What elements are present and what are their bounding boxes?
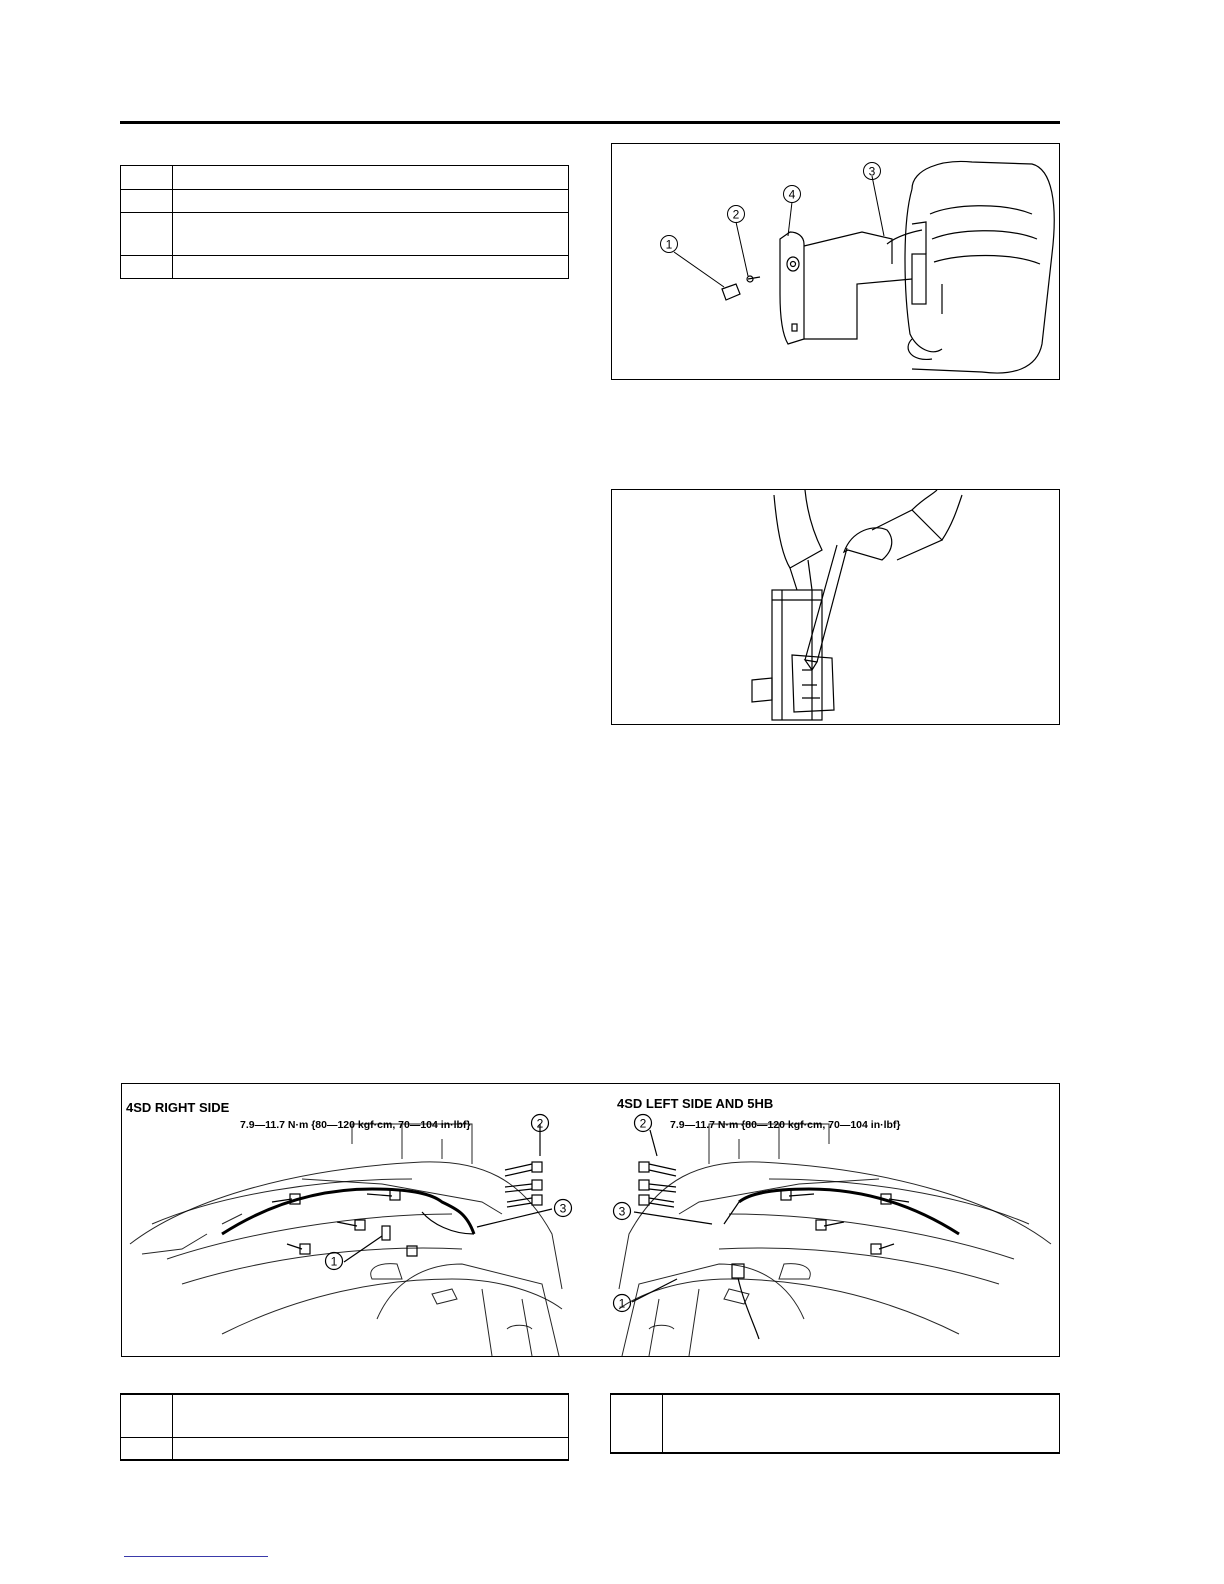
right-callout-3: 3 xyxy=(559,1201,567,1216)
curtain-airbag-figure xyxy=(121,1083,1060,1357)
connector-figure xyxy=(611,489,1060,725)
table-row xyxy=(121,166,569,190)
callout-1: 1 xyxy=(665,237,673,252)
left-callout-2: 2 xyxy=(639,1116,647,1131)
right-side-torque: 7.9—11.7 N·m {80—120 kgf·cm, 70—104 in·lbf} xyxy=(240,1119,471,1131)
left-callout-3: 3 xyxy=(618,1204,626,1219)
callout-2: 2 xyxy=(732,207,740,222)
callout-4: 4 xyxy=(788,187,796,202)
right-callout-1: 1 xyxy=(330,1254,338,1269)
left-side-torque: 7.9—11.7 N·m {80—120 kgf·cm, 70—104 in·lbf} xyxy=(670,1119,901,1131)
left-side-heading: 4SD LEFT SIDE AND 5HB xyxy=(617,1096,774,1111)
table-row xyxy=(121,1437,569,1460)
table-row xyxy=(121,256,569,279)
left-callout-1: 1 xyxy=(618,1296,626,1311)
reference-table-top xyxy=(120,165,569,279)
reference-table-bottom-left xyxy=(120,1393,569,1461)
reference-table-bottom-right xyxy=(610,1393,1060,1454)
table-row xyxy=(121,190,569,213)
footer-link-underline[interactable] xyxy=(124,1556,268,1557)
header-rule xyxy=(120,121,1060,124)
right-side-heading: 4SD RIGHT SIDE xyxy=(126,1100,230,1115)
callout-3: 3 xyxy=(868,164,876,179)
table-row xyxy=(611,1394,1060,1453)
table-row xyxy=(121,213,569,256)
table-row xyxy=(121,1394,569,1437)
seat-trim-figure xyxy=(611,143,1060,380)
right-callout-2: 2 xyxy=(536,1116,544,1131)
